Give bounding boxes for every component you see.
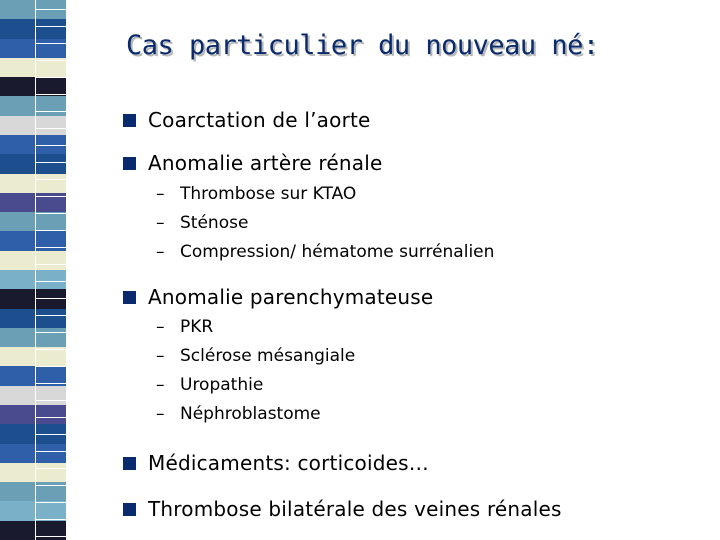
stripe-line	[36, 43, 66, 44]
stripe-divider	[35, 0, 36, 540]
dash-marker: –	[156, 184, 165, 204]
stripe-line	[36, 383, 66, 384]
stripe-line	[36, 536, 66, 537]
stripe-line	[36, 468, 66, 469]
stripe-block	[0, 96, 66, 116]
stripe-line	[36, 434, 66, 435]
stripe-line	[36, 94, 66, 95]
stripe-block	[0, 386, 66, 406]
subitem	[156, 184, 356, 204]
subitem	[156, 317, 213, 337]
stripe-line	[36, 77, 66, 78]
subitem-text: PKR	[180, 317, 214, 337]
stripe-line	[36, 366, 66, 367]
subitem	[156, 213, 248, 233]
stripe-block	[0, 521, 66, 540]
dash-marker: –	[156, 404, 165, 424]
stripe-block	[0, 39, 66, 59]
stripe-line	[36, 264, 66, 265]
bullet-square-icon	[123, 291, 136, 304]
stripe-block	[0, 231, 66, 251]
dash-marker: –	[156, 346, 165, 366]
stripe-block	[0, 19, 66, 39]
stripe-block	[0, 405, 66, 425]
bullet-square-icon	[123, 114, 136, 127]
bullet-square-icon	[123, 157, 136, 170]
slide-title: Cas particulier du nouveau né:	[126, 30, 599, 61]
stripe-line	[36, 145, 66, 146]
stripe-line	[36, 162, 66, 163]
stripe-line	[36, 179, 66, 180]
stripe-line	[36, 196, 66, 197]
stripe-block	[0, 463, 66, 483]
stripe-line	[36, 230, 66, 231]
stripe-line	[36, 247, 66, 248]
stripe-line	[36, 9, 66, 10]
bullet-item-thrombose-veines: Thrombose bilatérale des veines rénales	[148, 497, 562, 521]
stripe-line	[36, 451, 66, 452]
stripe-block	[0, 328, 66, 348]
dash-marker: –	[156, 317, 165, 337]
stripe-line	[36, 60, 66, 61]
subitem-text: Compression/ hématome surrénalien	[180, 242, 495, 262]
stripe-block	[0, 116, 66, 136]
subitem-text: Néphroblastome	[180, 404, 321, 424]
subitem-text: Sclérose mésangiale	[180, 346, 356, 366]
bullet-item-medicaments: Médicaments: corticoides…	[148, 451, 429, 475]
dash-marker: –	[156, 213, 165, 233]
stripe-block	[0, 251, 66, 271]
decorative-stripe	[0, 0, 66, 540]
dash-marker: –	[156, 375, 165, 395]
stripe-block	[0, 212, 66, 232]
subitem	[156, 375, 263, 395]
dash-marker: –	[156, 242, 165, 262]
stripe-line	[36, 281, 66, 282]
stripe-block	[0, 309, 66, 329]
stripe-line	[36, 502, 66, 503]
subitem-text: Thrombose sur KTAO	[180, 184, 357, 204]
bullet-item-parenchymateuse: Anomalie parenchymateuse	[148, 285, 434, 309]
stripe-line	[36, 400, 66, 401]
stripe-block	[0, 174, 66, 194]
bullet-square-icon	[123, 503, 136, 516]
stripe-line	[36, 111, 66, 112]
stripe-line	[36, 417, 66, 418]
stripe-block	[0, 289, 66, 309]
subitem	[156, 404, 321, 424]
stripe-line	[36, 128, 66, 129]
stripe-line	[36, 485, 66, 486]
stripe-block	[0, 270, 66, 290]
stripe-line	[36, 332, 66, 333]
bullet-item-coarctation: Coarctation de l’aorte	[148, 108, 371, 132]
subitem	[156, 346, 355, 366]
stripe-line	[36, 213, 66, 214]
stripe-line	[36, 349, 66, 350]
stripe-block	[0, 347, 66, 367]
bullet-square-icon	[123, 457, 136, 470]
subitem-text: Uropathie	[180, 375, 264, 395]
stripe-line	[36, 315, 66, 316]
stripe-block	[0, 444, 66, 464]
stripe-line	[36, 519, 66, 520]
subitem-text: Sténose	[180, 213, 249, 233]
stripe-line	[36, 298, 66, 299]
stripe-block	[0, 154, 66, 174]
stripe-line	[36, 26, 66, 27]
subitem	[156, 242, 494, 262]
bullet-item-artere-renale: Anomalie artère rénale	[148, 151, 383, 175]
